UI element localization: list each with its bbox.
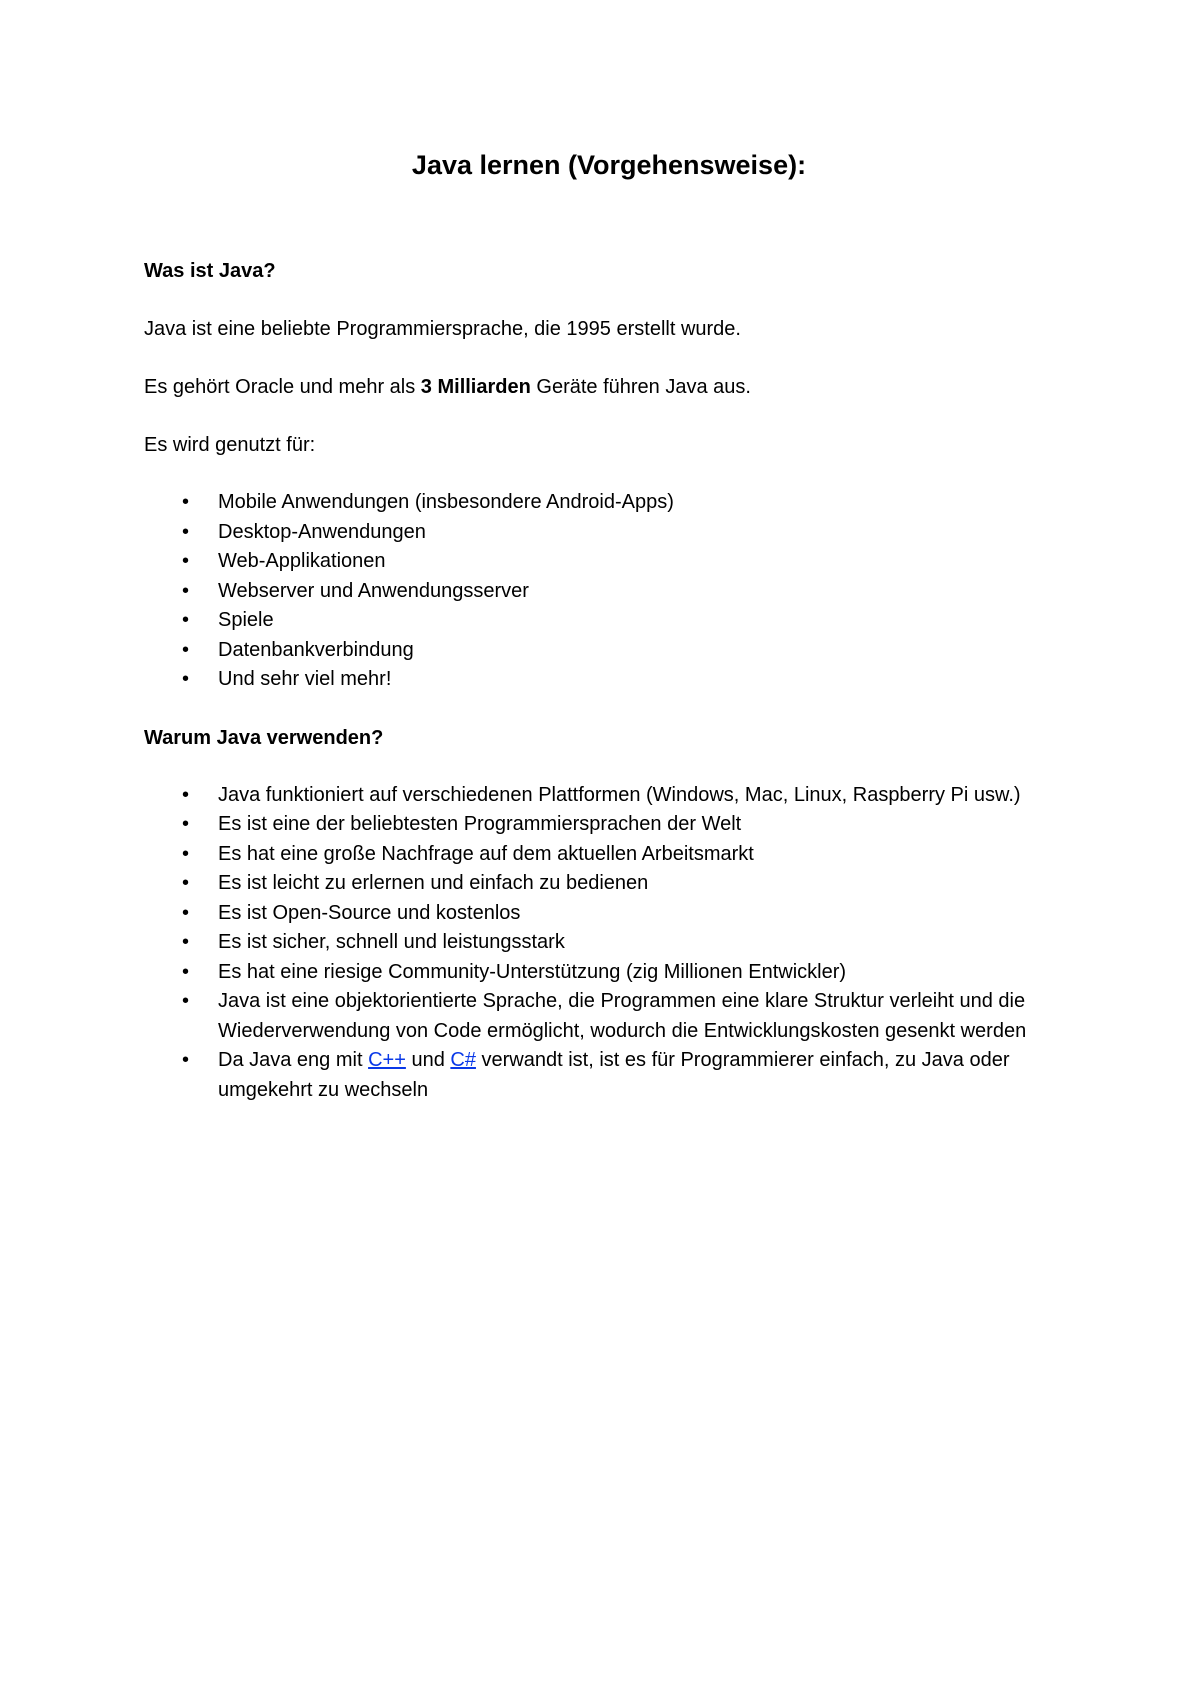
section-heading-was-ist-java: Was ist Java? [144, 260, 276, 282]
list-item [144, 869, 1074, 899]
paragraph-uses-intro: Es wird genutzt für: [144, 434, 316, 456]
list-item-text: Java ist eine objektorientierte Sprache, die Programmen eine klare Struktur verleiht und die Wiederverwendung von Code ermöglicht, wodurch die Entwicklungskosten gesenkt werden [218, 990, 1027, 1042]
list-item [144, 899, 1074, 929]
list-item [144, 810, 1074, 840]
list-item-text-2: und [405, 1049, 451, 1071]
list-item [144, 665, 1074, 695]
list-item-text: Mobile Anwendungen (insbesondere Android-Apps) [218, 491, 674, 513]
bullet-icon: • [182, 783, 190, 806]
list-item-text: Und sehr viel mehr! [218, 668, 392, 690]
list-item-text: Es ist sicher, schnell und leistungsstark [218, 931, 565, 953]
bullet-icon: • [182, 901, 190, 924]
list-item [144, 577, 1074, 607]
bullet-icon: • [182, 931, 190, 953]
paragraph-oracle [144, 372, 1074, 402]
list-item-text: Datenbankverbindung [218, 638, 414, 661]
reasons-list [144, 781, 1074, 1106]
list-item-text: Es hat eine riesige Community-Unterstützung (zig Millionen Entwickler) [218, 960, 847, 983]
list-item-text: Java funktioniert auf verschiedenen Plattformen (Windows, Mac, Linux, Raspberry Pi usw.) [218, 783, 1021, 806]
list-item [144, 928, 1074, 958]
list-item [144, 547, 1074, 577]
bullet-icon: • [182, 491, 190, 513]
list-item-text: Es ist Open-Source und kostenlos [218, 901, 521, 924]
bullet-icon: • [182, 960, 190, 983]
list-item-text: Es ist leicht zu erlernen und einfach zu bedienen [218, 872, 649, 894]
list-item [144, 840, 1074, 870]
paragraph-oracle-text-1: Es gehört Oracle und mehr als [144, 376, 421, 398]
bullet-icon: • [182, 990, 190, 1012]
bullet-icon: • [182, 550, 190, 572]
document-content [144, 148, 1074, 1105]
list-item [144, 1046, 1074, 1105]
list-item-text: Web-Applikationen [218, 550, 386, 572]
list-item [144, 488, 1074, 518]
bullet-icon: • [182, 609, 190, 631]
cpp-link[interactable]: C++ [368, 1049, 406, 1071]
bullet-icon: • [182, 579, 190, 602]
list-item [144, 781, 1074, 811]
csharp-link[interactable]: C# [450, 1049, 476, 1071]
bullet-icon: • [182, 638, 190, 661]
list-item [144, 518, 1074, 548]
bullet-icon: • [182, 668, 190, 690]
list-item-text: Es hat eine große Nachfrage auf dem aktuellen Arbeitsmarkt [218, 842, 754, 865]
section-heading-warum-java: Warum Java verwenden? [144, 726, 384, 749]
list-item [144, 958, 1074, 988]
list-item [144, 636, 1074, 666]
bullet-icon: • [182, 872, 190, 894]
bullet-icon: • [182, 842, 190, 865]
list-item-text: Spiele [218, 609, 274, 631]
paragraph-oracle-bold: 3 Milliarden [420, 376, 531, 398]
list-item-text-3: verwandt ist, ist es für Programmierer einfach, zu Java oder umgekehrt zu wechseln [218, 1049, 1010, 1101]
bullet-icon: • [182, 813, 190, 835]
page-title: Java lernen (Vorgehensweise): [411, 150, 807, 180]
list-item-text-1: Da Java eng mit [218, 1049, 369, 1071]
list-item [144, 606, 1074, 636]
paragraph-intro: Java ist eine beliebte Programmiersprache, die 1995 erstellt wurde. [144, 318, 741, 340]
bullet-icon: • [182, 520, 190, 543]
list-item-text: Webserver und Anwendungsserver [218, 579, 529, 602]
list-item-text: Desktop-Anwendungen [218, 520, 426, 543]
paragraph-oracle-text-2: Geräte führen Java aus. [530, 376, 751, 398]
uses-list [144, 488, 1074, 695]
list-item-text: Es ist eine der beliebtesten Programmiersprachen der Welt [218, 813, 742, 835]
bullet-icon: • [182, 1049, 190, 1071]
list-item [144, 987, 1074, 1046]
